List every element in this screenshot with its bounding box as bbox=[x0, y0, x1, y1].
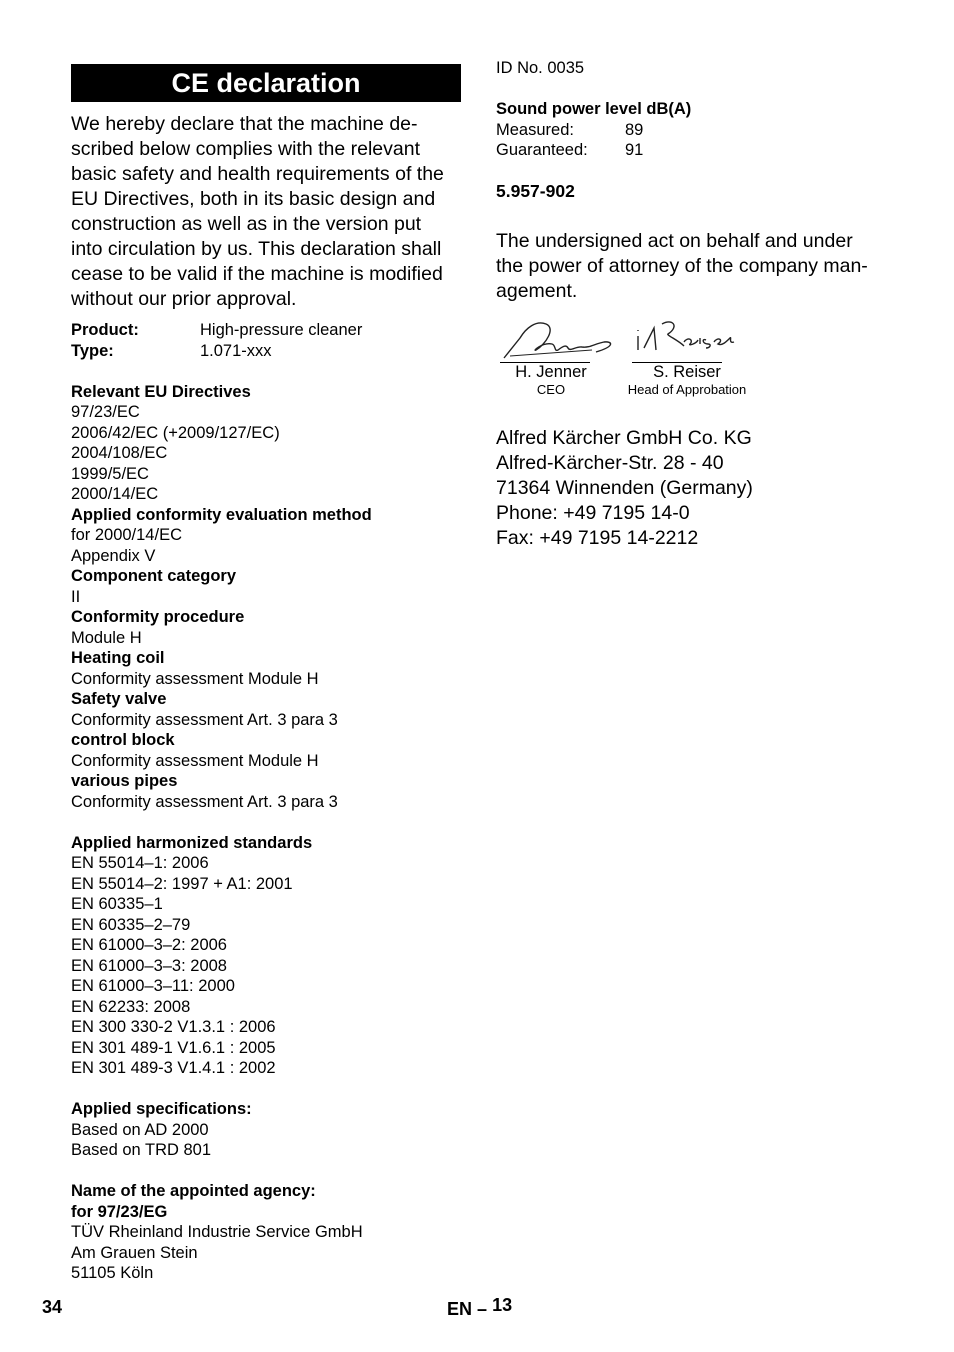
company-address bbox=[496, 426, 896, 551]
guaranteed-value: 91 bbox=[625, 141, 644, 159]
heating-coil-heading: Heating coil bbox=[71, 649, 165, 667]
specifications-heading: Applied specifications: bbox=[71, 1100, 252, 1118]
standard-item: EN 60335–2–79 bbox=[71, 915, 191, 934]
evaluation-line: for 2000/14/EC bbox=[71, 526, 182, 544]
product-row bbox=[71, 320, 461, 341]
intro-line: construction as well as in the version put bbox=[71, 213, 422, 235]
component-category-value: II bbox=[71, 587, 81, 606]
product-info bbox=[71, 320, 461, 361]
language-code: EN bbox=[447, 1299, 473, 1319]
sound-guaranteed-row bbox=[496, 140, 896, 161]
signature-jenner-image bbox=[496, 314, 626, 362]
directive-item: 2006/42/EC (+2009/127/EC) bbox=[71, 423, 280, 442]
directive-item: 97/23/EC bbox=[71, 403, 140, 421]
standard-item: EN 55014–1: 2006 bbox=[71, 854, 209, 872]
agency-line: TÜV Rheinland Industrie Service GmbH bbox=[71, 1223, 363, 1241]
signatory-name: S. Reiser bbox=[653, 362, 721, 381]
various-pipes-heading: various pipes bbox=[71, 772, 178, 790]
page-title: CE declaration bbox=[71, 64, 461, 102]
control-block-heading: control block bbox=[71, 731, 175, 749]
type-value: 1.071-xxx bbox=[200, 341, 272, 360]
directive-item: 2004/108/EC bbox=[71, 444, 168, 462]
right-column bbox=[496, 58, 896, 551]
standards-heading: Applied harmonized standards bbox=[71, 833, 313, 852]
guaranteed-label: Guaranteed: bbox=[496, 141, 588, 159]
agency-subheading: for 97/23/EG bbox=[71, 1202, 168, 1221]
specification-item: Based on AD 2000 bbox=[71, 1120, 209, 1139]
company-phone: Phone: +49 7195 14-0 bbox=[496, 501, 690, 524]
standard-item: EN 301 489-3 V1.4.1 : 2002 bbox=[71, 1059, 276, 1077]
agency-heading: Name of the appointed agency: bbox=[71, 1182, 316, 1200]
sound-measured-row bbox=[496, 120, 896, 141]
evaluation-heading: Applied conformity evaluation method bbox=[71, 505, 372, 524]
directives-heading: Relevant EU Directives bbox=[71, 382, 251, 401]
sound-heading: Sound power level dB(A) bbox=[496, 100, 692, 118]
conformity-procedure-heading: Conformity procedure bbox=[71, 608, 245, 626]
intro-line: cease to be valid if the machine is modified bbox=[71, 263, 443, 285]
measured-label: Measured: bbox=[496, 120, 574, 139]
various-pipes-value: Conformity assessment Art. 3 para 3 bbox=[71, 792, 338, 811]
signature-reiser bbox=[622, 314, 752, 398]
footer-dash: – bbox=[477, 1299, 488, 1319]
signatory-role: Head of Approbation bbox=[627, 381, 747, 397]
page-number-right: 13 bbox=[492, 1295, 513, 1315]
product-value: High-pressure cleaner bbox=[200, 321, 363, 339]
standard-item: EN 62233: 2008 bbox=[71, 997, 191, 1016]
signatures bbox=[496, 314, 896, 410]
company-city: 71364 Winnenden (Germany) bbox=[496, 476, 753, 499]
agency-line: Am Grauen Stein bbox=[71, 1243, 198, 1262]
conformity-procedure-value: Module H bbox=[71, 628, 142, 647]
agency-line: 51105 Köln bbox=[71, 1264, 154, 1282]
undersigned-line: agement. bbox=[496, 279, 578, 302]
standard-item: EN 60335–1 bbox=[71, 895, 163, 913]
directive-item: 2000/14/EC bbox=[71, 485, 159, 503]
intro-line: basic safety and health requirements of the bbox=[71, 163, 444, 185]
undersigned-text bbox=[496, 229, 896, 304]
directives-section bbox=[71, 382, 461, 813]
intro-line: We hereby declare that the machine de- bbox=[71, 113, 418, 135]
signature-reiser-image bbox=[622, 314, 752, 362]
intro-line: scribed below complies with the relevant bbox=[71, 138, 421, 160]
component-category-heading: Component category bbox=[71, 567, 237, 585]
evaluation-line: Appendix V bbox=[71, 546, 156, 565]
company-fax: Fax: +49 7195 14-2212 bbox=[496, 526, 699, 549]
standard-item: EN 61000–3–11: 2000 bbox=[71, 977, 235, 995]
page-number-left: 34 bbox=[42, 1297, 63, 1317]
signatory-name: H. Jenner bbox=[515, 362, 587, 381]
product-label: Product: bbox=[71, 321, 139, 339]
sound-section bbox=[496, 99, 896, 161]
type-label: Type: bbox=[71, 341, 114, 360]
undersigned-line: the power of attorney of the company man- bbox=[496, 254, 868, 277]
specification-item: Based on TRD 801 bbox=[71, 1141, 212, 1159]
specifications-section bbox=[71, 1099, 461, 1161]
standard-item: EN 300 330-2 V1.3.1 : 2006 bbox=[71, 1018, 276, 1036]
footer-language bbox=[447, 1295, 513, 1320]
intro-line: EU Directives, both in its basic design and bbox=[71, 188, 436, 210]
agency-section bbox=[71, 1181, 461, 1284]
type-row bbox=[71, 341, 461, 362]
standards-section bbox=[71, 833, 461, 1079]
intro-line: without our prior approval. bbox=[71, 288, 297, 310]
standard-item: EN 55014–2: 1997 + A1: 2001 bbox=[71, 874, 293, 893]
standard-item: EN 61000–3–3: 2008 bbox=[71, 956, 227, 975]
safety-valve-heading: Safety valve bbox=[71, 690, 167, 708]
declaration-intro bbox=[71, 112, 461, 312]
id-number: ID No. 0035 bbox=[496, 59, 585, 77]
undersigned-line: The undersigned act on behalf and under bbox=[496, 229, 853, 252]
heating-coil-value: Conformity assessment Module H bbox=[71, 669, 319, 688]
standard-item: EN 301 489-1 V1.6.1 : 2005 bbox=[71, 1038, 276, 1057]
control-block-value: Conformity assessment Module H bbox=[71, 751, 319, 770]
standard-item: EN 61000–3–2: 2006 bbox=[71, 936, 227, 954]
measured-value: 89 bbox=[625, 120, 644, 139]
signature-jenner bbox=[496, 314, 606, 398]
left-column bbox=[71, 64, 461, 1284]
intro-line: into circulation by us. This declaration shall bbox=[71, 238, 442, 260]
company-name: Alfred Kärcher GmbH Co. KG bbox=[496, 426, 752, 449]
signatory-role: CEO bbox=[536, 381, 566, 397]
safety-valve-value: Conformity assessment Art. 3 para 3 bbox=[71, 710, 338, 729]
directive-item: 1999/5/EC bbox=[71, 464, 149, 483]
part-number: 5.957-902 bbox=[496, 180, 575, 201]
company-street: Alfred-Kärcher-Str. 28 - 40 bbox=[496, 451, 724, 474]
